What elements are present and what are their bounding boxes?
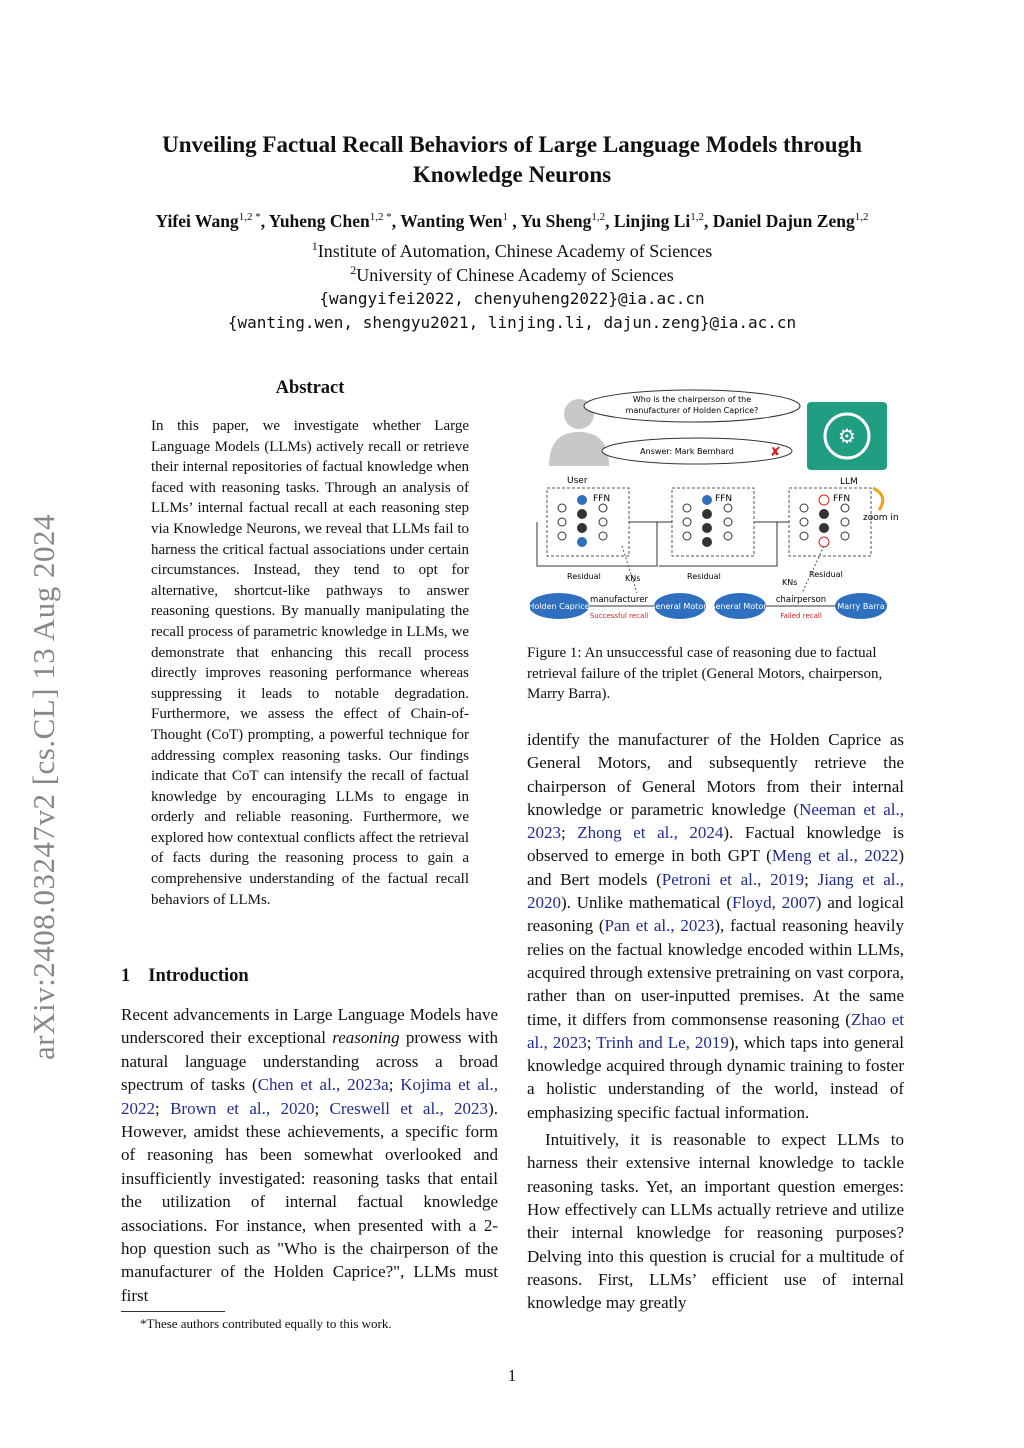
intro-paragraph-right [527,728,904,1314]
figure-1 [527,388,904,628]
author-list: Yifei Wang$^{1,2 *}$, Yuheng Chen$^{1,2 *}$, Wanting Wen$^1$ , Yu Sheng$^{1,2}$, Linjing Li$^{1,2}$, Daniel Dajun Zeng$^{1,2}$ [155,211,869,231]
relation-label: manufacturer [590,595,648,605]
answer-cloud [602,438,792,464]
affiliation-text: University of Chinese Academy of Sciences [356,265,674,285]
affiliation-1 [0,239,1024,262]
email-line-1: {wangyifei2022, chenyuheng2022}@ia.ac.cn [319,289,705,308]
question-cloud [584,390,800,422]
user-label: User [567,476,588,486]
section-title: Introduction [148,966,249,986]
author-sup: 1,2 [690,211,704,224]
author-name: Yuheng Chen [268,211,370,231]
citation-link[interactable]: Trinh and Le, 2019 [596,1032,729,1052]
footnote-rule [121,1311,225,1312]
affiliation-sup: 1 [311,239,318,253]
email-line-2: {wanting.wen, shengyu2021, linjing.li, dajun.zeng}@ia.ac.cn [227,313,797,332]
citation-link[interactable]: Meng et al., 2022 [771,846,899,866]
entity-general-motors-2 [709,593,770,619]
relation-label: chairperson [775,595,827,605]
entity-marry-barra [835,593,887,619]
figure-caption: Figure 1: An unsuccessful case of reasoning due to factual retrieval failure of the triplet (General Motors, chairperson, Marry Barra). [527,645,883,702]
author-sup: 1,2 * [238,211,261,224]
affiliation-text: Institute of Automation, Chinese Academy of Sciences [317,241,713,261]
kns-label: KNs [782,578,798,587]
arxiv-stamp: arXiv:2408.03247v2 [cs.CL] 13 Aug 2024 [26,514,61,1060]
citation-link[interactable]: Chen et al., 2023a [257,1075,389,1095]
affiliation-2 [0,263,1024,286]
author-name: Linjing Li [613,211,691,231]
citation-link[interactable]: Zhong et al., 2024 [577,823,724,843]
svg-text:General Motors: General Motors [649,602,711,611]
title-line-1: Unveiling Factual Recall Behaviors of Large Language Models through [162,132,862,157]
section-number: 1 [121,966,131,986]
affiliation-sup: 2 [350,263,357,277]
citation-link[interactable]: Kojima et al., 2022 [121,1075,499,1118]
abstract-text: In this paper, we investigate whether Large Language Models (LLMs) actively recall or retrieve their internal repositories of factual knowledge when faced with reasoning tasks. Through an analysis of LLMs’ internal factual recall at each reasoning step via Knowledge Neurons, we reveal that LLMs fail to harness the critical factual associations under certain circumstances. Instead, they tend to opt for alternative, shortcut-like pathways to answer reasoning questions. By manually manipulating the recall process of parametric knowledge in LLMs, we demonstrate that enhancing this recall process directly improves reasoning performance whereas suppressing it leads to notable degradation. Furthermore, we assess the effect of Chain-of-Thought (CoT) prompting, a powerful technique for addressing complex reasoning tasks. Our findings indicate that CoT can intensify the recall of factual knowledge by encouraging LLMs to engage in orderly and reliable reasoning. Furthermore, we explored how contextual conflicts affect the retrieval of facts during the reasoning process to gain a comprehensive understanding of the factual recall behaviors of LLMs. [151,418,469,908]
zoom-label: zoom in [863,513,899,523]
question-line-2: manufacturer of Holden Caprice? [625,406,759,415]
citation-link[interactable]: Jiang et al., 2020 [527,869,904,913]
svg-text:Marry Barra: Marry Barra [837,602,885,611]
ffn-label: FFN [593,494,611,504]
svg-text:Holden Caprice: Holden Caprice [528,602,590,611]
residual-label: Residual [809,570,843,579]
svg-text:⚙: ⚙ [838,424,856,448]
citation-link[interactable]: Floyd, 2007 [732,893,816,913]
author-sup: 1 [502,211,509,224]
question-line-1: Who is the chairperson of the [632,395,752,404]
ffn-label: FFN [715,494,733,504]
kns-label: KNs [625,574,641,583]
entity-general-motors [649,593,710,619]
answer-text: Answer: Mark Bernhard [640,447,734,456]
status-label: Successful recall [589,612,649,620]
entity-holden-caprice [528,593,589,619]
intro-paragraph-left: Recent advancements in Large Language Models have underscored their exceptional reasoning prowess with natural language understanding across a broad spectrum of tasks (Chen et al., 2023a; Kojima et al., 2022; Brown et al., 2020; Creswell et al., 2023). However, amidst these achievements, a specific form of reasoning has been somewhat overlooked and insufficiently investigated: reasoning tasks that entail the utilization of internal factual knowledge associations. For instance, when presented with a 2-hop question such as "Who is the chairperson of the manufacturer of the Holden Caprice?", LLMs must first [121,1005,499,1305]
wrong-mark-icon: ✘ [770,445,781,460]
author-name: Daniel Dajun Zeng [712,211,855,231]
network-block [672,488,754,556]
section-heading [121,966,267,987]
author-sup: 1,2 [854,211,869,224]
author-sup: 1,2 * [369,211,392,224]
llm-label: LLM [840,477,858,487]
network-block [547,488,629,556]
status-label: Failed recall [780,612,822,620]
residual-label: Residual [567,572,601,581]
page-number: 1 [507,1366,517,1385]
citation-link[interactable]: Brown et al., 2020 [170,1098,315,1118]
paper-title [0,130,1024,190]
footnote: *These authors contributed equally to this work. [140,1316,392,1331]
zoom-arrow-icon [873,488,883,510]
citation-link[interactable]: Creswell et al., 2023 [329,1098,489,1118]
author-name: Wanting Wen [400,211,503,231]
citation-link[interactable]: Petroni et al., 2019 [661,869,805,889]
network-block [789,488,871,556]
author-name: Yu Sheng [520,211,592,231]
citation-link[interactable]: Pan et al., 2023 [604,916,715,936]
author-sup: 1,2 [591,211,606,224]
residual-label: Residual [687,572,721,581]
title-line-2: Knowledge Neurons [412,162,612,187]
paragraph: Intuitively, it is reasonable to expect LLMs to harness their extensive internal knowledge to tackle reasoning tasks. Yet, an important question emerges: How effectively can LLMs actually retrieve and utilize their internal knowledge for reasoning purposes? Delving into this question is crucial for a multitude of reasons. First, LLMs’ efficient use of internal knowledge may greatly [527,1130,904,1313]
citation-link[interactable]: Neeman et al., 2023 [527,799,904,843]
paragraph: identify the manufacturer of the Holden Caprice as General Motors, and subsequently retrieve the chairperson of General Motors from their internal knowledge or parametric knowledge (Neeman et al., 2023; Zhong et al., 2024). Factual knowledge is observed to emerge in both GPT (Meng et al., 2022) and Bert models (Petroni et al., 2019; Jiang et al., 2020). Unlike mathematical (Floyd, 2007) and logical reasoning (Pan et al., 2023), factual reasoning heavily relies on the factual knowledge encoded within LLMs, acquired through extensive pretraining on vast corpora, rather than on user-inputted premises. At the same time, it differs from commonsense reasoning (Zhao et al., 2023; Trinh and Le, 2019), which taps into general knowledge acquired through dynamic training to foster a holistic understanding of the world, instead of emphasizing specific factual information. [527,730,904,1122]
abstract-heading: Abstract [275,378,345,398]
ffn-label: FFN [833,494,851,504]
author-name: Yifei Wang [155,211,239,231]
citation-link[interactable]: Zhao et al., 2023 [527,1009,904,1052]
svg-text:General Motors: General Motors [709,602,771,611]
